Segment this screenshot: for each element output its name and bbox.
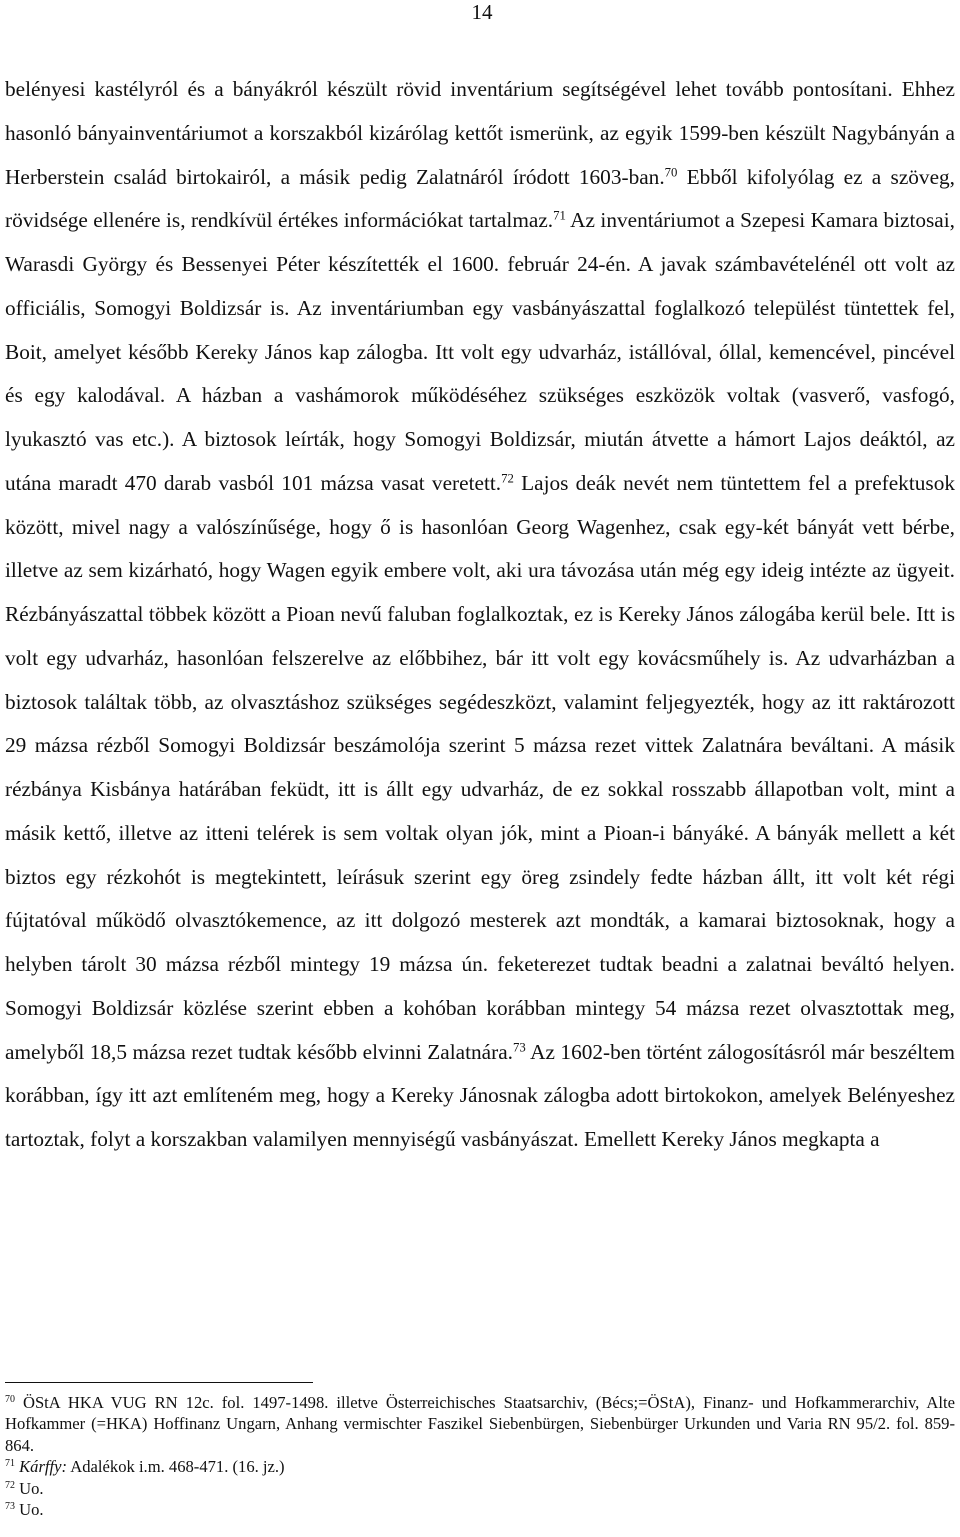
footnote-number: 73 (5, 1501, 15, 1513)
body-text-segment: Ebből kifolyólag ez a szöveg, rövidsége ellenére is, rendkívül értékes információkat tartalmaz. (5, 164, 955, 233)
footnote-author: Kárffy: (19, 1457, 68, 1477)
footnote (5, 1456, 955, 1477)
footnote-ref: 71 (553, 208, 566, 223)
footnote-text-rest: Adalékok i.m. 468-471. (16. jz.) (67, 1457, 285, 1477)
footnote-text: Uo. (14, 1500, 44, 1520)
body-text-segment: Az 1602-ben történt zálogosításról már beszéltem korábban, így itt azt említeném meg, hogy a Kereky Jánosnak zálogba adott birtokokon, amelyek Belényeshez tartoztak, folyt a korszakban valamilyen mennyiségű vasbányászat. Emellett Kereky János megkapta a (5, 1039, 955, 1151)
page-number: 14 (471, 0, 493, 24)
footnote-number: 70 (5, 1394, 15, 1406)
footnote-number: 72 (5, 1479, 15, 1491)
footnotes (5, 1392, 955, 1520)
body-text-segment: Lajos deák nevét nem tüntettem fel a prefektusok között, mivel nagy a valószínűsége, hogy ő is hasonlóan Georg Wagenhez, csak egy-két bányát vett bérbe, illetve az sem kizárható, hogy Wagen egyik embere volt, aki ura távozása után még egy ideig intézte az ügyeit. Rézbányászattal többek között a Pioan nevű faluban foglalkoztak, ez is Kereky János zálogába kerül bele. Itt is volt egy udvarház, hasonlóan felszerelve az előbbihez, bár itt volt egy kovácsműhely is. Az udvarházban a biztosok találtak több, az olvasztáshoz szükséges segédeszközt, valamint feljegyezték, hogy az itt raktározott 29 mázsa rézből Somogyi Boldizsár beszámolója szerint 5 mázsa rezet vittek Zalatnára beváltani. A másik rézbánya Kisbánya határában feküdt, itt is állt egy udvarház, de ez sokkal rosszabb állapotban volt, mint a másik kettő, illetve az itteni telérek is sem voltak olyan jók, mint a Pioan-i bányáké. A bányák mellett a két biztos egy rézkohót is megtekintett, leírásuk szerint egy öreg zsindely fedte házban állt, itt volt két régi fújtatóval működő olvasztókemence, az itt dolgozó mesterek azt mondták, a kamarai biztosoknak, hogy a helyben tárolt 30 mázsa rézből mintegy 19 mázsa ún. feketerezet tudtak beadni a zalatnai beváltó helyen. Somogyi Boldizsár közlése szerint ebben a kohóban korábban mintegy 54 mázsa rezet olvasztottak meg, amelyből 18,5 mázsa rezet tudtak később elvinni Zalatnára. (5, 470, 955, 1064)
body-text-segment: belényesi kastélyról és a bányákról készült rövid inventárium segítségével lehet tovább pontosítani. Ehhez hasonló bányainventáriumot a korszakból kizárólag kettőt ismerünk, az egyik 1599-ben készült Nagybányán a Herberstein család birtokairól, a másik pedig Zalatnáról íródott 1603-ban. (5, 77, 955, 189)
footnote-ref: 73 (513, 1039, 526, 1054)
footnote-number: 71 (5, 1458, 15, 1470)
footnote-ref: 70 (664, 164, 678, 179)
footnote (5, 1392, 955, 1456)
footnote (5, 1499, 955, 1520)
footnote (5, 1478, 955, 1499)
footnote-separator (5, 1382, 313, 1383)
body-paragraph (5, 68, 955, 1162)
footnote-text: Uo. (14, 1478, 44, 1498)
body-text-segment: Az inventáriumot a Szepesi Kamara biztosai, Warasdi György és Bessenyei Péter készítették el 1600. február 24-én. A javak számbavételénél ott volt az officiális, Somogyi Boldizsár is. Az inventáriumban egy vasbányászattal foglalkozó települést tüntettek fel, Boit, amelyet később Kereky János kap zálogba. Itt volt egy udvarház, istállóval, óllal, kemencével, pincével és egy kalodával. A házban a vashámorok működéséhez szükséges eszközök voltak (vasverő, vasfogó, lyukasztó vas etc.). A biztosok leírták, hogy Somogyi Boldizsár, miután átvette a hámort Lajos deáktól, az utána maradt 470 darab vasból 101 mázsa vasat veretett. (5, 208, 956, 495)
footnote-text: ÖStA HKA VUG RN 12c. fol. 1497-1498. illetve Österreichisches Staatsarchiv, (Bécs;=ÖStA), Finanz- und Hofkammerarchiv, Alte Hofkammer (=HKA) Hoffinanz Ungarn, Anhang vermischter Faszikel Siebenbürgen, Siebenbürger Urkunden und Varia RN 95/2. fol. 859-864. (5, 1393, 955, 1455)
footnote-ref: 72 (501, 471, 514, 486)
